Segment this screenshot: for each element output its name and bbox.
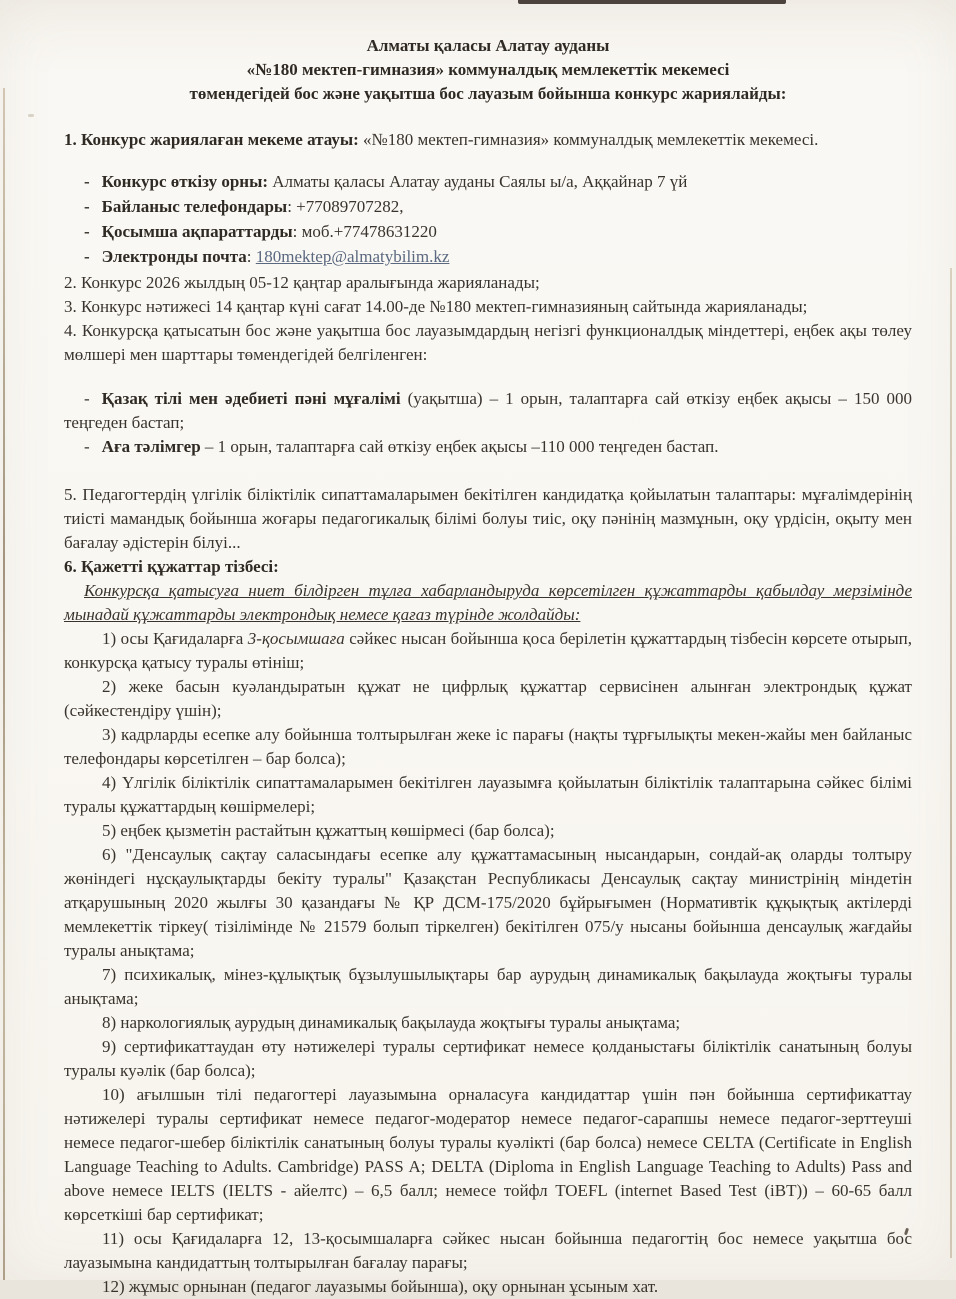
- document-item-2: [64, 675, 912, 723]
- contact-label: Конкурс өткізу орны:: [101, 172, 269, 191]
- vacancy-senior-counselor: [64, 435, 912, 459]
- scan-artifact-top-edge: [518, 0, 786, 4]
- document-item-6: [64, 843, 912, 963]
- document-title: [64, 34, 912, 106]
- doc-item-text: 12) жұмыс орнынан (педагог лауазымы бойынша), оқу орнынан ұсыным хат.: [102, 1277, 659, 1296]
- contact-row-phone: [84, 195, 912, 219]
- doc-item-text: 5) еңбек қызметін растайтын құжаттың көшірмесі (бар болса);: [102, 821, 555, 840]
- document-item-11: [64, 1227, 912, 1275]
- contact-label: Қосымша ақпараттарды: [101, 222, 293, 241]
- document-item-5: [64, 819, 912, 843]
- doc-item-italic: 3-қосымшаға: [247, 629, 345, 648]
- document-item-10: [64, 1083, 912, 1227]
- paragraph-item-1: [64, 128, 912, 152]
- document-item-9: [64, 1035, 912, 1083]
- title-line-city: Алматы қаласы Алатау ауданы: [366, 36, 610, 55]
- scan-artifact-right-edge: [950, 268, 952, 1258]
- item-1-text: «№180 мектеп-гимназия» коммуналдық мемлекеттік мекемесі.: [358, 130, 819, 149]
- doc-item-text: 3) кадрларды есепке алу бойынша толтырылған жеке іс парағы (нақты тұрғылықты мекен-жайы мен байланыс телефондары көрсетілген – бар болса);: [64, 725, 912, 768]
- title-line-announcement: төмендегідей бос және уақытша бос лауазым бойынша конкурс жариялайды:: [189, 84, 787, 103]
- dash-bullet: -: [84, 437, 90, 456]
- dash-bullet: -: [84, 172, 90, 191]
- doc-item-text: 6) "Денсаулық сақтау саласындағы есепке алу құжаттамасының нысандарын, сондай-ақ оларды толтыру жөніндегі нұсқаулықтарды бекіту туралы" Қазақстан Республикасы Денсаулық сақтау министрінің міндетін атқарушының 2020 жылғы 30 қазандағы № ҚР ДСМ-175/2020 бұйрығымен (Нормативтік құқықтық актілерді мемлекеттік тіркеу( тізілімінде № 21579 болып тіркелген) бекітілген 075/у нысаны бойынша денсаулық жағдайы туралы анықтама;: [64, 845, 912, 960]
- contact-row-email: [84, 245, 912, 269]
- vacancy-position: Аға тәлімгер: [101, 437, 201, 456]
- title-line-school: «№180 мектеп-гимназия» коммуналдық мемлекеттік мекемесі: [246, 60, 730, 79]
- document-item-3: [64, 723, 912, 771]
- contact-row-venue: [84, 170, 912, 194]
- contact-label: Байланыс телефондары: [101, 197, 288, 216]
- contact-value: : +77089707282,: [287, 197, 404, 216]
- item-1-label: 1. Конкурс жариялаған мекеме атауы:: [64, 130, 359, 149]
- vacancy-list: [64, 387, 912, 459]
- documents-note: Конкурсқа қатысуға ниет білдірген тұлға хабарландыруда көрсетілген құжаттарды қабылдау мерзімінде мынадай құжаттарды электрондық немесе қағаз түрінде жолдайды:: [64, 581, 912, 624]
- required-documents-list: [64, 627, 912, 1299]
- doc-item-text: сәйкес нысан бойынша қоса берілетін құжаттардың тізбесін көрсете отырып, конкурсқа қатысу туралы өтініш;: [64, 629, 912, 672]
- paragraph-item-5: 5. Педагогтердің үлгілік біліктілік сипаттамаларымен бекітілген кандидатқа қойылатын талаптары: мұғалімдерінің тиісті мамандық бойынша жоғары педагогикалық білімі болуы тиіс, оқу пәнінің мазмұнын, оқу үрдісін, оқыту мен бағалау әдістерін білуі...: [64, 485, 912, 552]
- contact-row-extra-info: [84, 220, 912, 244]
- document-content: [64, 34, 912, 1299]
- email-link[interactable]: 180mektep@almatybilim.kz: [255, 247, 450, 266]
- document-item-4: [64, 771, 912, 819]
- paragraph-item-6-heading: [64, 555, 912, 579]
- document-item-1: [64, 627, 912, 675]
- dash-bullet: -: [84, 247, 90, 266]
- paragraph-item-4: 4. Конкурсқа қатысатын бос және уақытша бос лауазымдардың негізгі функционалдық міндеттері, еңбек ақы төлеу мөлшері мен шарттары төмендегідей белгіленген:: [64, 321, 912, 364]
- doc-item-text: 10) ағылшын тілі педагогтері лауазымына орналасуға кандидаттар үшін пән бойынша сертификаттау нәтижелері туралы сертификат немесе педагог-модератор немесе педагог-сарапшы немесе педагог-зерттеуші немесе педагог-шебер біліктілік санатының болуы туралы куәлікті (бар болса) немесе CELTA (Certificate in English Language Teaching to Adults. Cambridge) PASS A; DELTA (Diploma in English Language Teaching to Adults) Pass and above немесе IELTS (IELTS - айелтс) – 6,5 балл; немесе тойфл TOEFL (internet Based Test (iBT)) – 60-65 балл көрсеткіші бар сертификат;: [64, 1085, 912, 1224]
- contact-value: Алматы қаласы Алатау ауданы Саялы ы/а, Аққайнар 7 үй: [268, 172, 688, 191]
- doc-item-text: 7) психикалық, мінез-құлықтық бұзылушылықтары бар аурудың динамикалық бақылауда жоқтығы туралы анықтама;: [64, 965, 912, 1008]
- vacancy-terms: (уақытша) – 1 орын, талаптарға сай өткізу еңбек ақысы – 150 000 теңгеден бастап;: [64, 389, 912, 432]
- item-6-label: 6. Қажетті құжаттар тізбесі:: [64, 557, 279, 576]
- document-item-8: [64, 1011, 912, 1035]
- vacancy-kazakh-teacher: [64, 387, 912, 435]
- dash-bullet: -: [84, 222, 90, 241]
- paragraph-item-3: 3. Конкурс нәтижесі 14 қаңтар күні сағат 14.00-де №180 мектеп-гимназияның сайтында жарияланады;: [64, 297, 808, 316]
- dash-bullet: -: [84, 389, 90, 408]
- doc-item-text: 1) осы Қағидаларға: [102, 629, 248, 648]
- doc-item-text: 2) жеке басын куәландыратын құжат не цифрлық құжаттар сервисінен алынған электрондық құжат (сәйкестендіру үшін);: [64, 677, 912, 720]
- doc-item-text: 11) осы Қағидаларға 12, 13-қосымшаларға сәйкес нысан бойынша педагогтің бос немесе уақытша бос лауазымына кандидаттың толтырылған бағалау парағы;: [64, 1229, 912, 1272]
- contact-list: [64, 170, 912, 269]
- doc-item-text: 9) сертификаттаудан өту нәтижелері туралы сертификат немесе қолданыстағы біліктілік санатының болуы туралы куәлік (бар болса);: [64, 1037, 912, 1080]
- vacancy-position: Қазақ тілі мен әдебиеті пәні мұғалімі: [101, 389, 401, 408]
- contact-label: Электронды почта: [101, 247, 247, 266]
- paragraph-item-2: 2. Конкурс 2026 жылдың 05-12 қаңтар аралығында жарияланады;: [64, 273, 540, 292]
- doc-item-text: 4) Үлгілік біліктілік сипаттамаларымен бекітілген лауазымға қойылатын біліктілік талаптарына сәйкес білімі туралы құжаттардың көшірмелері;: [64, 773, 912, 816]
- scan-artifact-left-edge: [3, 88, 5, 1280]
- dash-bullet: -: [84, 197, 90, 216]
- contact-value: :: [246, 247, 256, 266]
- vacancy-terms: – 1 орын, талаптарға сай өткізу еңбек ақысы –110 000 теңгеден бастап.: [200, 437, 719, 456]
- document-item-7: [64, 963, 912, 1011]
- scan-speck: [28, 114, 34, 117]
- contact-value: : моб.+77478631220: [292, 222, 437, 241]
- doc-item-text: 8) наркологиялық аурудың динамикалық бақылауда жоқтығы туралы анықтама;: [102, 1013, 681, 1032]
- document-item-12: [64, 1275, 912, 1299]
